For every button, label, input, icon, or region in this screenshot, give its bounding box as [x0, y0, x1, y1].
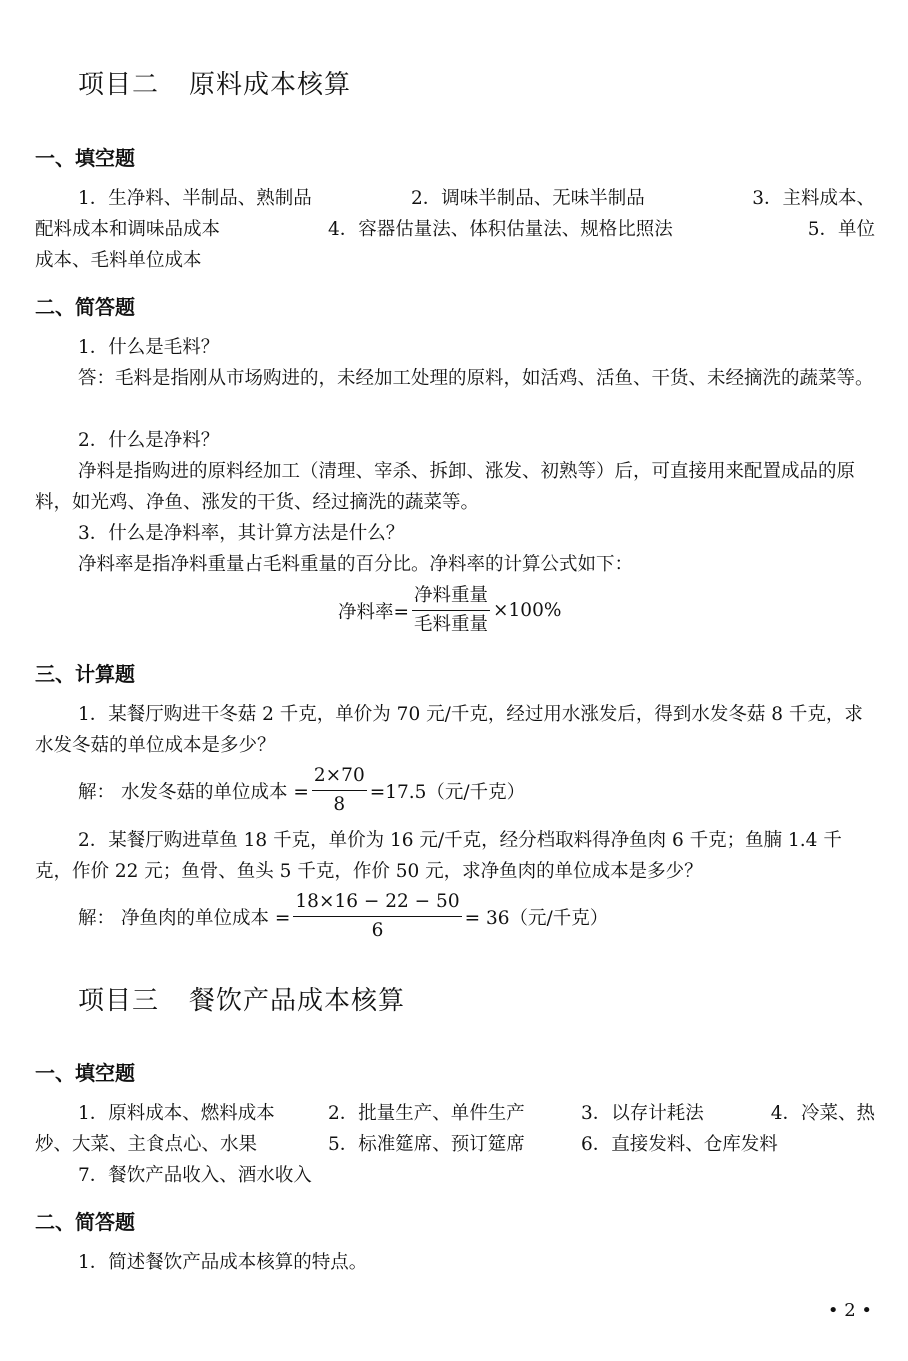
solution-lhs: 水发冬菇的单位成本 = — [121, 781, 309, 803]
fill-answer-2: 2．批量生产、单件生产 — [328, 1103, 525, 1124]
answer-1: 答：毛料是指刚从市场购进的，未经加工处理的原料，如活鸡、活鱼、干货、未经摘洗的蔬菜等。 — [78, 368, 874, 389]
calculation-heading: 三、计算题 — [35, 662, 135, 686]
short-answer-heading: 二、简答题 — [35, 295, 135, 319]
fill-answers-row-2 — [35, 1129, 875, 1160]
fill-answers-row-3 — [35, 245, 875, 276]
section-title-project-3 — [78, 980, 405, 1017]
question-2: 2．什么是净料？ — [78, 430, 220, 451]
net-rate-formula — [338, 584, 561, 637]
short-answer-heading: 二、简答题 — [35, 1210, 135, 1234]
question-1: 1．简述餐饮产品成本核算的特点。 — [78, 1252, 368, 1273]
fill-answer-3: 3．以存计耗法 — [581, 1103, 704, 1124]
solution-fraction — [312, 764, 367, 817]
fill-answer-3: 3．主料成本、 — [752, 188, 875, 209]
formula-rhs: ×100% — [493, 600, 562, 621]
section-title-number: 项目二 — [78, 70, 160, 100]
formula-lhs: 净料率= — [338, 601, 410, 623]
formula-fraction — [412, 584, 490, 637]
section-title-text: 餐饮产品成本核算 — [189, 986, 406, 1016]
fill-answers-row-3 — [35, 1160, 875, 1191]
formula-denominator: 毛料重量 — [414, 614, 489, 635]
fill-answers-row-1 — [35, 183, 875, 214]
fill-answer-1: 1．原料成本、燃料成本 — [78, 1103, 275, 1124]
calc-question-1: 1．某餐厅购进干冬菇 2 千克，单价为 70 元/千克，经过用水涨发后，得到水发冬菇 8 千克，求水发冬菇的单位成本是多少？ — [35, 704, 863, 756]
calc-solution-1 — [78, 764, 525, 817]
answer-3: 净料率是指净料重量占毛料重量的百分比。净料率的计算公式如下： — [78, 554, 634, 575]
question-3: 3．什么是净料率，其计算方法是什么？ — [78, 523, 405, 544]
fill-blank-heading: 一、填空题 — [35, 1061, 135, 1085]
solution-numerator: 18×16 − 22 − 50 — [293, 890, 461, 917]
page-number: • 2 • — [827, 1300, 872, 1321]
section-title-project-2 — [78, 64, 351, 101]
solution-numerator: 2×70 — [312, 764, 367, 791]
fill-answer-4: 4．冷菜、热 — [770, 1103, 875, 1124]
solution-lhs: 净鱼肉的单位成本 = — [121, 907, 291, 929]
solution-prefix: 解： — [78, 907, 116, 929]
fill-answer-4: 4．容器估量法、体积估量法、规格比照法 — [328, 219, 673, 240]
solution-result: = 36（元/千克） — [464, 907, 609, 929]
fill-answer-1: 1．生净料、半制品、熟制品 — [78, 188, 312, 209]
fill-answers-row-2 — [35, 214, 875, 245]
fill-blank-heading: 一、填空题 — [35, 146, 135, 170]
section-title-number: 项目三 — [78, 986, 160, 1016]
fill-answer-7: 7．餐饮产品收入、酒水收入 — [78, 1165, 312, 1186]
fill-answer-4-cont: 炒、大菜、主食点心、水果 — [35, 1134, 258, 1155]
fill-answer-5: 5．标准筵席、预订筵席 — [328, 1134, 525, 1155]
fill-answers-row-1 — [35, 1098, 875, 1129]
fill-answer-6: 6．直接发料、仓库发料 — [581, 1134, 778, 1155]
fill-answer-5-cont: 成本、毛料单位成本 — [35, 250, 202, 271]
solution-prefix: 解： — [78, 781, 116, 803]
calc-question-2: 2．某餐厅购进草鱼 18 千克，单价为 16 元/千克，经分档取料得净鱼肉 6 千克；鱼腩 1.4 千克，作价 22 元；鱼骨、鱼头 5 千克，作价 50 元，求净鱼肉的单位成本是多少？ — [35, 830, 842, 882]
answer-2: 净料是指购进的原料经加工（清理、宰杀、拆卸、涨发、初熟等）后，可直接用来配置成品的原料，如光鸡、净鱼、涨发的干货、经过摘洗的蔬菜等。 — [35, 461, 856, 513]
question-1: 1．什么是毛料？ — [78, 337, 220, 358]
fill-answer-2: 2．调味半制品、无味半制品 — [411, 188, 645, 209]
fill-answer-5: 5．单位 — [807, 219, 875, 240]
solution-result: =17.5（元/千克） — [369, 781, 526, 803]
fill-answer-3-cont: 配料成本和调味品成本 — [35, 219, 221, 240]
solution-denominator: 6 — [371, 920, 384, 941]
calc-solution-2 — [78, 890, 608, 943]
solution-fraction — [293, 890, 461, 943]
section-title-text: 原料成本核算 — [189, 70, 352, 100]
formula-numerator: 净料重量 — [412, 584, 490, 611]
solution-denominator: 8 — [333, 794, 346, 815]
